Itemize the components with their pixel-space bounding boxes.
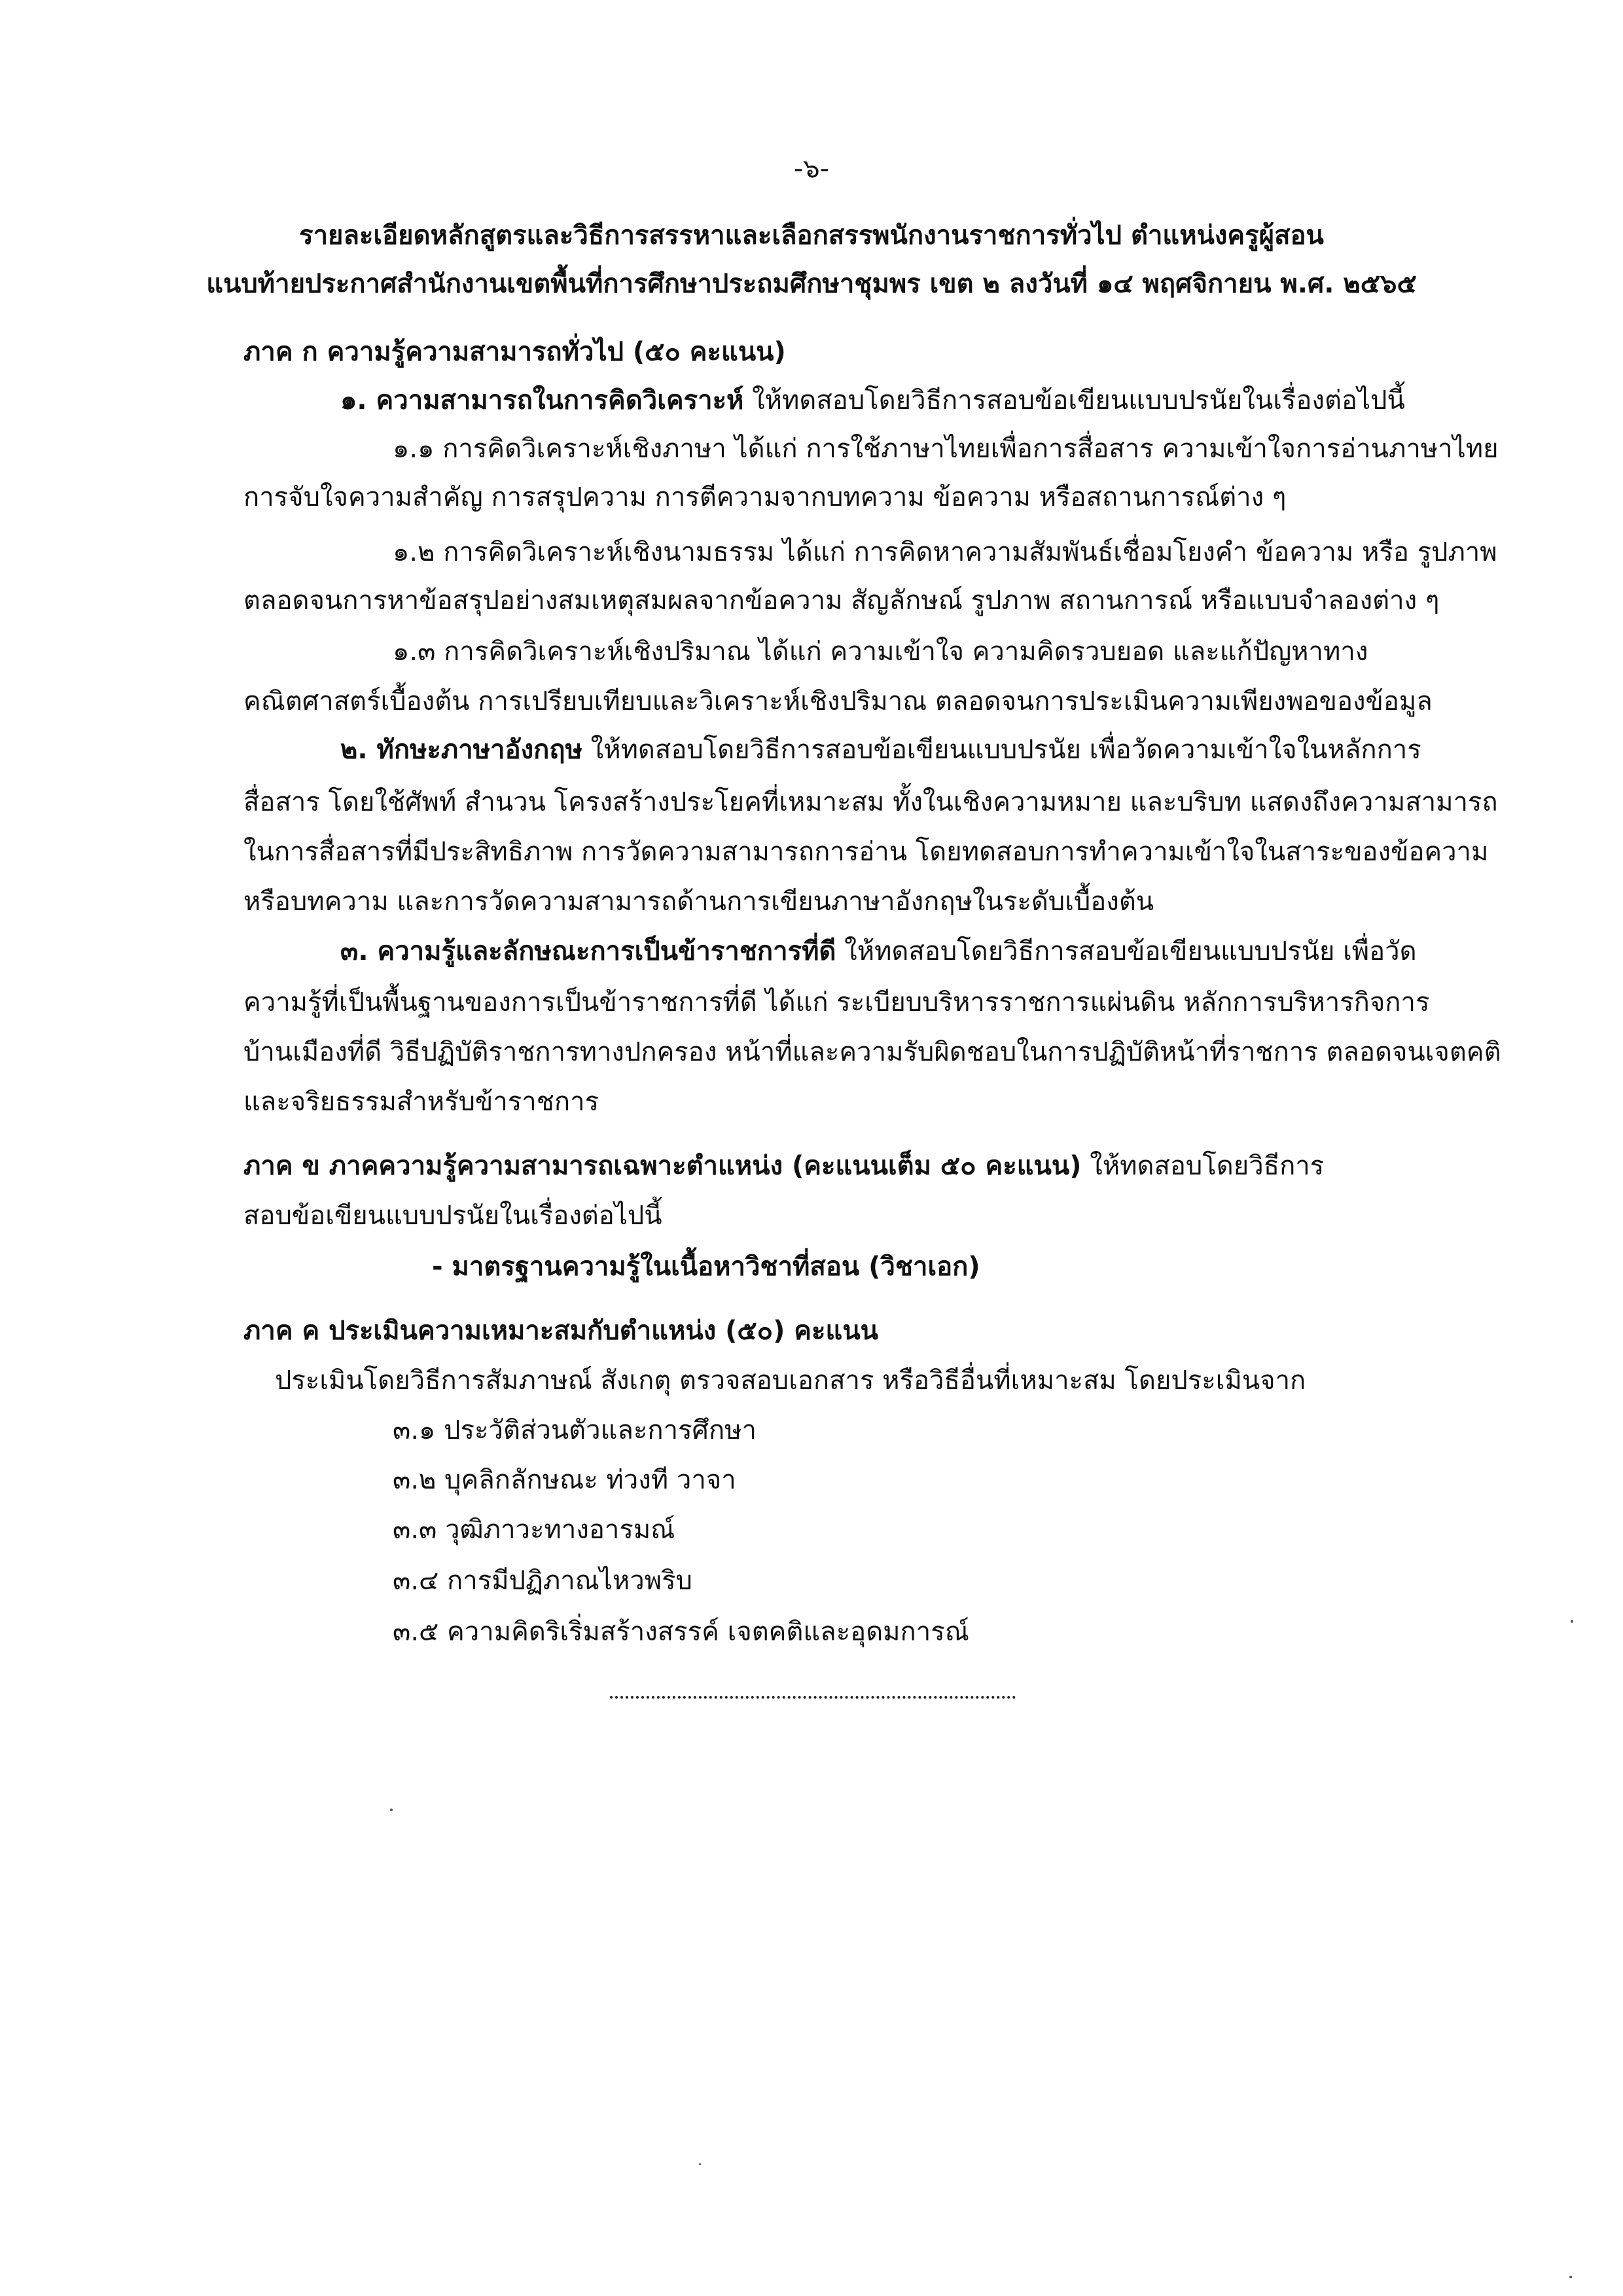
- part-b-heading-rest: ให้ทดสอบโดยวิธีการ: [1081, 1151, 1325, 1181]
- section-2-text: ให้ทดสอบโดยวิธีการสอบข้อเขียนแบบปรนัย เพื่อวัดความเข้าใจในหลักการ: [582, 735, 1421, 765]
- section-1-2-line-2: ตลอดจนการหาข้อสรุปอย่างสมเหตุสมผลจากข้อความ สัญลักษณ์ รูปภาพ สถานการณ์ หรือแบบจำลองต่าง ๆ: [243, 586, 1440, 616]
- scan-speck: [1571, 1620, 1573, 1623]
- part-b-line-2: สอบข้อเขียนแบบปรนัยในเรื่องต่อไปนี้: [243, 1201, 662, 1231]
- part-c-item: ๓.๔ การมีปฏิภาณไหวพริบ: [393, 1566, 692, 1596]
- section-1-1-line-2: การจับใจความสำคัญ การสรุปความ การตีความจากบทความ ข้อความ หรือสถานการณ์ต่าง ๆ: [243, 482, 1287, 512]
- section-1-3-line-1: ๑.๓ การคิดวิเคราะห์เชิงปริมาณ ได้แก่ ความเข้าใจ ความคิดรวบยอด และแก้ปัญหาทาง: [393, 637, 1368, 667]
- section-1-text: ให้ทดสอบโดยวิธีการสอบข้อเขียนแบบปรนัยในเรื่องต่อไปนี้: [743, 385, 1405, 415]
- section-3-title: ๓. ความรู้และลักษณะการเป็นข้าราชการที่ดี: [340, 936, 836, 966]
- section-2-line-2: สื่อสาร โดยใช้ศัพท์ สำนวน โครงสร้างประโยคที่เหมาะสม ทั้งในเชิงความหมาย และบริบท แสดงถึงความสามารถ: [243, 787, 1498, 817]
- section-1-2-line-1: ๑.๒ การคิดวิเคราะห์เชิงนามธรรม ได้แก่ การคิดหาความสัมพันธ์เชื่อมโยงคำ ข้อความ หรือ รูปภาพ: [393, 537, 1497, 567]
- section-2-line: [340, 730, 1421, 769]
- section-3-line-4: และจริยธรรมสำหรับข้าราชการ: [243, 1087, 599, 1117]
- section-3-line: [340, 932, 1417, 971]
- scan-speck: [699, 2163, 701, 2165]
- section-1-3-line-2: คณิตศาสตร์เบื้องต้น การเปรียบเทียบและวิเคราะห์เชิงปริมาณ ตลอดจนการประเมินความเพียงพอของข้อมูล: [243, 686, 1433, 716]
- part-b-item: - มาตรฐานความรู้ในเนื้อหาวิชาที่สอน (วิชาเอก): [432, 1252, 980, 1282]
- part-c-item: ๓.๑ ประวัติส่วนตัวและการศึกษา: [393, 1415, 757, 1445]
- section-2-title: ๒. ทักษะภาษาอังกฤษ: [340, 735, 582, 765]
- page-number: -๖-: [793, 154, 830, 184]
- scan-speck: [390, 1809, 393, 1811]
- section-3-line-2: ความรู้ที่เป็นพื้นฐานของการเป็นข้าราชการที่ดี ได้แก่ ระเบียบบริหารราชการแผ่นดิน หลักการบริหารกิจการ: [243, 987, 1430, 1017]
- section-3-text: ให้ทดสอบโดยวิธีการสอบข้อเขียนแบบปรนัย เพื่อวัด: [836, 936, 1417, 966]
- part-c-item: ๓.๕ ความคิดริเริ่มสร้างสรรค์ เจตคติและอุดมการณ์: [393, 1617, 969, 1647]
- section-1-title: ๑. ความสามารถในการคิดวิเคราะห์: [340, 385, 744, 415]
- section-1-line: [340, 381, 1405, 420]
- section-2-line-3: ในการสื่อสารที่มีประสิทธิภาพ การวัดความสามารถการอ่าน โดยทดสอบการทำความเข้าใจในสาระของข้อความ: [243, 837, 1489, 867]
- part-b-heading-line: [243, 1146, 1324, 1186]
- title-line-2: แนบท้ายประกาศสำนักงานเขตพื้นที่การศึกษาประถมศึกษาชุมพร เขต ๒ ลงวันที่ ๑๔ พฤศจิกายน พ.ศ. ๒๕๖๕: [206, 269, 1417, 299]
- scan-speck: [1569, 2276, 1572, 2278]
- part-b-heading: ภาค ข ภาคความรู้ความสามารถเฉพาะตำแหน่ง (คะแนนเต็ม ๕๐ คะแนน): [243, 1151, 1082, 1181]
- section-1-1-line-1: ๑.๑ การคิดวิเคราะห์เชิงภาษา ได้แก่ การใช้ภาษาไทยเพื่อการสื่อสาร ความเข้าใจการอ่านภาษาไทย: [393, 434, 1499, 464]
- section-3-line-3: บ้านเมืองที่ดี วิธีปฏิบัติราชการทางปกครอง หน้าที่และความรับผิดชอบในการปฏิบัติหน้าที่ราชการ ตลอดจนเจตคติ: [243, 1037, 1501, 1067]
- end-dotted-line: [610, 1696, 1016, 1699]
- part-c-item: ๓.๒ บุคลิกลักษณะ ท่วงที วาจา: [393, 1465, 736, 1495]
- section-2-line-4: หรือบทความ และการวัดความสามารถด้านการเขียนภาษาอังกฤษในระดับเบื้องต้น: [243, 887, 1154, 917]
- part-c-intro: ประเมินโดยวิธีการสัมภาษณ์ สังเกตุ ตรวจสอบเอกสาร หรือวิธีอื่นที่เหมาะสม โดยประเมินจาก: [275, 1366, 1306, 1396]
- part-a-heading: ภาค ก ความรู้ความสามารถทั่วไป (๕๐ คะแนน): [243, 337, 786, 367]
- title-line-1: รายละเอียดหลักสูตรและวิธีการสรรหาและเลือกสรรพนักงานราชการทั่วไป ตำแหน่งครูผู้สอน: [299, 221, 1324, 251]
- part-c-item: ๓.๓ วุฒิภาวะทางอารมณ์: [393, 1515, 675, 1545]
- part-c-heading: ภาค ค ประเมินความเหมาะสมกับตำแหน่ง (๕๐) คะแนน: [243, 1316, 878, 1346]
